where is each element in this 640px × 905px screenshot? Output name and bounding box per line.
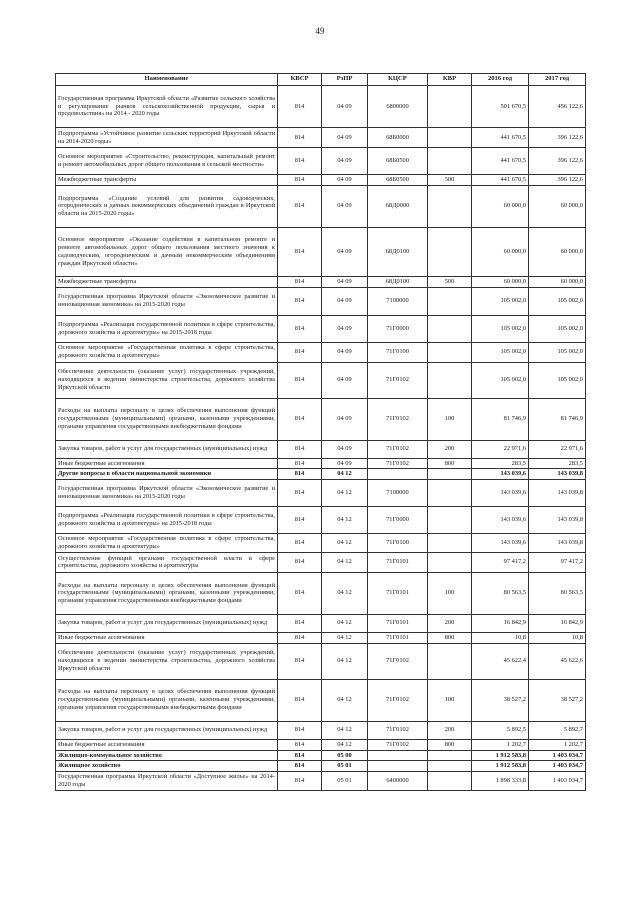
cell-name: Основное мероприятие «Государственная политика в сфере строительства, дорожного хозяйства и архитектуры» xyxy=(56,342,278,362)
cell-kvr xyxy=(428,750,472,761)
table-row xyxy=(56,643,586,679)
cell-rzpr: 04 09 xyxy=(322,342,368,362)
table-row xyxy=(56,552,586,572)
cell-2016: 1 912 583,8 xyxy=(472,761,529,772)
cell-2016: 60 000,0 xyxy=(472,276,529,287)
cell-kcsr: 71Г0102 xyxy=(368,679,428,721)
cell-name: Иные бюджетные ассигнования xyxy=(56,632,278,643)
cell-kvsr: 814 xyxy=(278,761,322,772)
page-number: 49 xyxy=(315,26,325,36)
cell-2016: 22 971,6 xyxy=(472,440,529,458)
cell-rzpr: 04 09 xyxy=(322,175,368,186)
cell-2016: 10,8 xyxy=(472,632,529,643)
cell-name: Закупка товаров, работ и услуг для государственных (муниципальных) нужд xyxy=(56,440,278,458)
cell-kvsr: 814 xyxy=(278,552,322,572)
cell-kvsr: 814 xyxy=(278,507,322,534)
cell-2017: 97 417,2 xyxy=(529,552,586,572)
table-row xyxy=(56,458,586,469)
table-row xyxy=(56,739,586,750)
cell-rzpr: 04 09 xyxy=(322,128,368,148)
cell-2016: 1 898 333,8 xyxy=(472,772,529,791)
cell-name: Подпрограмма «Устойчивое развитие сельских территорий Иркутской области на 2014-2020 годы» xyxy=(56,128,278,148)
cell-name: Подпрограмма «Реализация государственной политики в сфере строительства, дорожного хозяйства и архитектуры» на 2015-2018 годы xyxy=(56,507,278,534)
cell-2017: 60 000,0 xyxy=(529,185,586,227)
cell-kcsr: 68Б0500 xyxy=(368,148,428,175)
table-row xyxy=(56,362,586,398)
cell-name: Подпрограмма «Создание условий для развития садоводческих, огороднических и дачных некоммерческих объединений граждан в Иркутской области на 2015-2020 годы» xyxy=(56,185,278,227)
cell-name: Закупка товаров, работ и услуг для государственных (муниципальных) нужд xyxy=(56,721,278,739)
table-row xyxy=(56,287,586,315)
cell-2017: 143 039,8 xyxy=(529,469,586,480)
cell-kvr: 800 xyxy=(428,458,472,469)
cell-rzpr: 04 12 xyxy=(322,643,368,679)
cell-kvsr: 814 xyxy=(278,128,322,148)
cell-name: Расходы на выплаты персоналу в целях обеспечения выполнения функций государственными (муниципальными) органами, казенными учреждениями, органами управления государственными внебюджетными фондами xyxy=(56,398,278,440)
cell-2017: 283,5 xyxy=(529,458,586,469)
table-row xyxy=(56,679,586,721)
cell-2017: 38 527,2 xyxy=(529,679,586,721)
cell-2017: 60 000,0 xyxy=(529,276,586,287)
cell-kcsr xyxy=(368,469,428,480)
cell-rzpr: 04 09 xyxy=(322,287,368,315)
cell-kvr: 100 xyxy=(428,398,472,440)
cell-kvsr: 814 xyxy=(278,148,322,175)
cell-kvr xyxy=(428,287,472,315)
column-header-rzpr: РзПР xyxy=(322,74,368,86)
cell-name: Иные бюджетные ассигнования xyxy=(56,458,278,469)
cell-kcsr: 68Д0100 xyxy=(368,276,428,287)
cell-name: Государственная программа Иркутской области «Экономическое развитие и инновационная экономика» на 2015-2020 годы xyxy=(56,480,278,507)
cell-2017: 105 002,0 xyxy=(529,362,586,398)
cell-kvsr: 814 xyxy=(278,469,322,480)
cell-2017: 105 002,0 xyxy=(529,342,586,362)
cell-kcsr: 71Г0102 xyxy=(368,398,428,440)
cell-kvsr: 814 xyxy=(278,276,322,287)
cell-rzpr: 04 12 xyxy=(322,739,368,750)
cell-name: Государственная программа Иркутской области «Экономическое развитие и инновационная экономика» на 2015-2020 годы xyxy=(56,287,278,315)
cell-kcsr: 7100000 xyxy=(368,480,428,507)
cell-2017: 396 122,6 xyxy=(529,148,586,175)
cell-rzpr: 04 09 xyxy=(322,458,368,469)
cell-kcsr: 71Г0102 xyxy=(368,362,428,398)
cell-name: Осуществление функций органами государственной власти в сфере строительства, дорожного хозяйства и архитектуры xyxy=(56,552,278,572)
cell-2016: 97 417,2 xyxy=(472,552,529,572)
table-row xyxy=(56,572,586,614)
cell-2016: 105 002,0 xyxy=(472,342,529,362)
cell-rzpr: 04 09 xyxy=(322,440,368,458)
cell-kvr xyxy=(428,534,472,553)
cell-kcsr xyxy=(368,761,428,772)
cell-rzpr: 05 01 xyxy=(322,772,368,791)
cell-name: Обеспечение деятельности (оказание услуг) государственных учреждений, находящихся в ведении министерства строительства, дорожного хозяйства Иркутской области xyxy=(56,643,278,679)
cell-kvsr: 814 xyxy=(278,185,322,227)
cell-kcsr: 71Г0102 xyxy=(368,739,428,750)
cell-2017: 5 892,7 xyxy=(529,721,586,739)
table-row xyxy=(56,507,586,534)
cell-kvsr: 814 xyxy=(278,440,322,458)
cell-name: Основное мероприятие «Государственная политика в сфере строительства, дорожного хозяйства и архитектуры» xyxy=(56,534,278,553)
cell-2017: 143 039,8 xyxy=(529,534,586,553)
cell-kvr: 500 xyxy=(428,276,472,287)
cell-name: Расходы на выплаты персоналу в целях обеспечения выполнения функций государственными (муниципальными) органами, казенными учреждениями, органами управления государственными внебюджетными фондами xyxy=(56,572,278,614)
cell-2016: 1 912 583,8 xyxy=(472,750,529,761)
cell-kcsr: 71Г0101 xyxy=(368,552,428,572)
budget-table xyxy=(55,73,586,791)
cell-2016: 80 563,5 xyxy=(472,572,529,614)
cell-kvr xyxy=(428,86,472,128)
cell-kcsr: 6400000 xyxy=(368,772,428,791)
cell-name: Жилищно-коммунальное хозяйство xyxy=(56,750,278,761)
column-header-kvr: КВР xyxy=(428,74,472,86)
table-row xyxy=(56,534,586,553)
cell-rzpr: 04 09 xyxy=(322,398,368,440)
cell-2017: 105 002,0 xyxy=(529,315,586,342)
cell-2016: 105 002,0 xyxy=(472,287,529,315)
cell-kcsr: 71Г0000 xyxy=(368,507,428,534)
cell-name: Другие вопросы в области национальной экономики xyxy=(56,469,278,480)
cell-name: Подпрограмма «Реализация государственной политики в сфере строительства, дорожного хозяйства и архитектуры» на 2015-2018 годы xyxy=(56,315,278,342)
cell-kvr: 200 xyxy=(428,440,472,458)
table-row xyxy=(56,614,586,632)
cell-kvr xyxy=(428,761,472,772)
cell-kvr xyxy=(428,362,472,398)
cell-kvsr: 814 xyxy=(278,739,322,750)
cell-2017: 396 122,6 xyxy=(529,128,586,148)
cell-name: Жилищное хозяйство xyxy=(56,761,278,772)
cell-kvsr: 814 xyxy=(278,458,322,469)
cell-kvr xyxy=(428,507,472,534)
cell-kvr: 200 xyxy=(428,721,472,739)
cell-2016: 283,5 xyxy=(472,458,529,469)
table-row xyxy=(56,86,586,128)
cell-kvr: 800 xyxy=(428,739,472,750)
cell-name: Расходы на выплаты персоналу в целях обеспечения выполнения функций государственными (муниципальными) органами, казенными учреждениями, органами управления государственными внебюджетными фондами xyxy=(56,679,278,721)
cell-rzpr: 04 12 xyxy=(322,480,368,507)
cell-kvr: 100 xyxy=(428,572,472,614)
cell-kvr xyxy=(428,185,472,227)
cell-2016: 38 527,2 xyxy=(472,679,529,721)
cell-rzpr: 04 09 xyxy=(322,185,368,227)
cell-kvsr: 814 xyxy=(278,398,322,440)
table-row xyxy=(56,185,586,227)
cell-2017: 81 746,9 xyxy=(529,398,586,440)
cell-name: Основное мероприятие «Строительство, реконструкция, капитальный ремонт и ремонт автомобильных дорог общего пользования в сельской местности» xyxy=(56,148,278,175)
cell-kvsr: 814 xyxy=(278,227,322,276)
table-row xyxy=(56,469,586,480)
column-header-2017: 2017 год xyxy=(529,74,586,86)
cell-name: Государственная программа Иркутской области «Развитие сельского хозяйства и регулирование рынков сельскохозяйственной продукции, сырья и продовольствия» на 2014 - 2020 годы xyxy=(56,86,278,128)
cell-kvsr: 814 xyxy=(278,572,322,614)
cell-kvsr: 814 xyxy=(278,175,322,186)
cell-kvsr: 814 xyxy=(278,86,322,128)
cell-rzpr: 04 12 xyxy=(322,534,368,553)
cell-name: Основное мероприятие «Оказание содействия в капитальном ремонте и ремонте автомобильных дорог общего пользования местного значения к садоводческим, огородническим и дачным некоммерческим объединениям граждан Иркутской области» xyxy=(56,227,278,276)
cell-name: Межбюджетные трансферты xyxy=(56,276,278,287)
cell-rzpr: 04 12 xyxy=(322,469,368,480)
column-header-name: Наименование xyxy=(56,74,278,86)
table-row xyxy=(56,398,586,440)
cell-kcsr: 68Д0000 xyxy=(368,185,428,227)
cell-rzpr: 05 01 xyxy=(322,761,368,772)
cell-kvr xyxy=(428,552,472,572)
cell-rzpr: 04 12 xyxy=(322,614,368,632)
cell-2016: 60 000,0 xyxy=(472,185,529,227)
cell-kvsr: 814 xyxy=(278,632,322,643)
cell-2017: 1 403 034,7 xyxy=(529,750,586,761)
table-row xyxy=(56,315,586,342)
cell-2017: 16 842,9 xyxy=(529,614,586,632)
table-row xyxy=(56,632,586,643)
cell-2016: 105 002,0 xyxy=(472,362,529,398)
table-row xyxy=(56,480,586,507)
table-row xyxy=(56,227,586,276)
cell-2017: 22 971,6 xyxy=(529,440,586,458)
cell-2017: 143 039,8 xyxy=(529,507,586,534)
cell-kvsr: 814 xyxy=(278,679,322,721)
cell-name: Иные бюджетные ассигнования xyxy=(56,739,278,750)
table-row xyxy=(56,342,586,362)
cell-rzpr: 04 09 xyxy=(322,315,368,342)
cell-2017: 60 000,0 xyxy=(529,227,586,276)
cell-kvr: 800 xyxy=(428,632,472,643)
table-row xyxy=(56,750,586,761)
cell-2017: 396 122,6 xyxy=(529,175,586,186)
cell-kcsr: 71Г0101 xyxy=(368,632,428,643)
cell-rzpr: 04 12 xyxy=(322,632,368,643)
cell-kvsr: 814 xyxy=(278,614,322,632)
cell-kvsr: 814 xyxy=(278,721,322,739)
cell-kcsr: 68Б0500 xyxy=(368,175,428,186)
column-header-kcsr: КЦСР xyxy=(368,74,428,86)
cell-2017: 1 403 034,7 xyxy=(529,772,586,791)
table-header-row xyxy=(56,74,586,86)
cell-kvr xyxy=(428,480,472,507)
cell-kvsr: 814 xyxy=(278,534,322,553)
cell-kvr: 500 xyxy=(428,175,472,186)
cell-kcsr: 71Г0101 xyxy=(368,614,428,632)
cell-kcsr: 68Б0000 xyxy=(368,128,428,148)
cell-rzpr: 04 09 xyxy=(322,362,368,398)
cell-kcsr xyxy=(368,750,428,761)
cell-kcsr: 68Д0100 xyxy=(368,227,428,276)
cell-kvsr: 814 xyxy=(278,342,322,362)
cell-2016: 105 002,0 xyxy=(472,315,529,342)
cell-name: Закупка товаров, работ и услуг для государственных (муниципальных) нужд xyxy=(56,614,278,632)
cell-kcsr: 6800000 xyxy=(368,86,428,128)
cell-kcsr: 71Г0100 xyxy=(368,342,428,362)
cell-kcsr: 71Г0102 xyxy=(368,458,428,469)
table-row xyxy=(56,772,586,791)
column-header-kvsr: КВСР xyxy=(278,74,322,86)
cell-kvsr: 814 xyxy=(278,287,322,315)
cell-2016: 441 670,5 xyxy=(472,148,529,175)
cell-name: Обеспечение деятельности (оказание услуг) государственных учреждений, находящихся в ведении министерства строительства, дорожного хозяйства Иркутской области xyxy=(56,362,278,398)
cell-kcsr: 71Г0102 xyxy=(368,721,428,739)
cell-kvr xyxy=(428,342,472,362)
cell-2017: 1 202,7 xyxy=(529,739,586,750)
cell-kvr xyxy=(428,315,472,342)
cell-2016: 441 670,5 xyxy=(472,175,529,186)
column-header-2016: 2016 год xyxy=(472,74,529,86)
cell-rzpr: 04 12 xyxy=(322,507,368,534)
cell-kvsr: 814 xyxy=(278,480,322,507)
cell-rzpr: 04 12 xyxy=(322,679,368,721)
cell-kvr xyxy=(428,148,472,175)
cell-2017: 45 622,6 xyxy=(529,643,586,679)
cell-2016: 60 000,0 xyxy=(472,227,529,276)
cell-2017: 10,8 xyxy=(529,632,586,643)
cell-name: Межбюджетные трансферты xyxy=(56,175,278,186)
cell-2016: 501 670,5 xyxy=(472,86,529,128)
cell-2016: 143 039,6 xyxy=(472,507,529,534)
cell-rzpr: 04 12 xyxy=(322,552,368,572)
cell-kvr xyxy=(428,772,472,791)
cell-kvsr: 814 xyxy=(278,772,322,791)
cell-rzpr: 04 09 xyxy=(322,227,368,276)
cell-kcsr: 71Г0000 xyxy=(368,315,428,342)
cell-kvr xyxy=(428,469,472,480)
cell-kcsr: 71Г0102 xyxy=(368,643,428,679)
cell-2017: 1 403 034,7 xyxy=(529,761,586,772)
table-row xyxy=(56,761,586,772)
cell-rzpr: 05 00 xyxy=(322,750,368,761)
cell-2016: 45 622,4 xyxy=(472,643,529,679)
cell-kvr: 100 xyxy=(428,679,472,721)
cell-kcsr: 7100000 xyxy=(368,287,428,315)
cell-2016: 143 039,6 xyxy=(472,469,529,480)
cell-kvr: 200 xyxy=(428,614,472,632)
cell-kcsr: 71Г0102 xyxy=(368,440,428,458)
cell-2017: 456 122,6 xyxy=(529,86,586,128)
cell-2017: 143 039,8 xyxy=(529,480,586,507)
cell-2016: 5 892,5 xyxy=(472,721,529,739)
cell-2017: 80 563,5 xyxy=(529,572,586,614)
cell-rzpr: 04 09 xyxy=(322,86,368,128)
cell-rzpr: 04 12 xyxy=(322,721,368,739)
cell-kvsr: 814 xyxy=(278,362,322,398)
cell-kvsr: 814 xyxy=(278,643,322,679)
cell-2016: 1 202,7 xyxy=(472,739,529,750)
table-row xyxy=(56,276,586,287)
table-row xyxy=(56,721,586,739)
cell-kvr xyxy=(428,643,472,679)
cell-2016: 143 039,6 xyxy=(472,480,529,507)
cell-kcsr: 71Г0100 xyxy=(368,534,428,553)
cell-kcsr: 71Г0101 xyxy=(368,572,428,614)
cell-2016: 143 039,6 xyxy=(472,534,529,553)
table-row xyxy=(56,175,586,186)
cell-name: Государственная программа Иркутской области «Доступное жилье» на 2014-2020 годы xyxy=(56,772,278,791)
cell-kvr xyxy=(428,227,472,276)
cell-rzpr: 04 12 xyxy=(322,572,368,614)
cell-kvsr: 814 xyxy=(278,750,322,761)
cell-kvsr: 814 xyxy=(278,315,322,342)
cell-rzpr: 04 09 xyxy=(322,276,368,287)
table-row xyxy=(56,148,586,175)
cell-2016: 441 670,5 xyxy=(472,128,529,148)
cell-2016: 16 842,9 xyxy=(472,614,529,632)
cell-kvr xyxy=(428,128,472,148)
table-body xyxy=(56,86,586,791)
table-row xyxy=(56,440,586,458)
cell-2017: 105 002,0 xyxy=(529,287,586,315)
table-row xyxy=(56,128,586,148)
cell-rzpr: 04 09 xyxy=(322,148,368,175)
cell-2016: 81 746,9 xyxy=(472,398,529,440)
